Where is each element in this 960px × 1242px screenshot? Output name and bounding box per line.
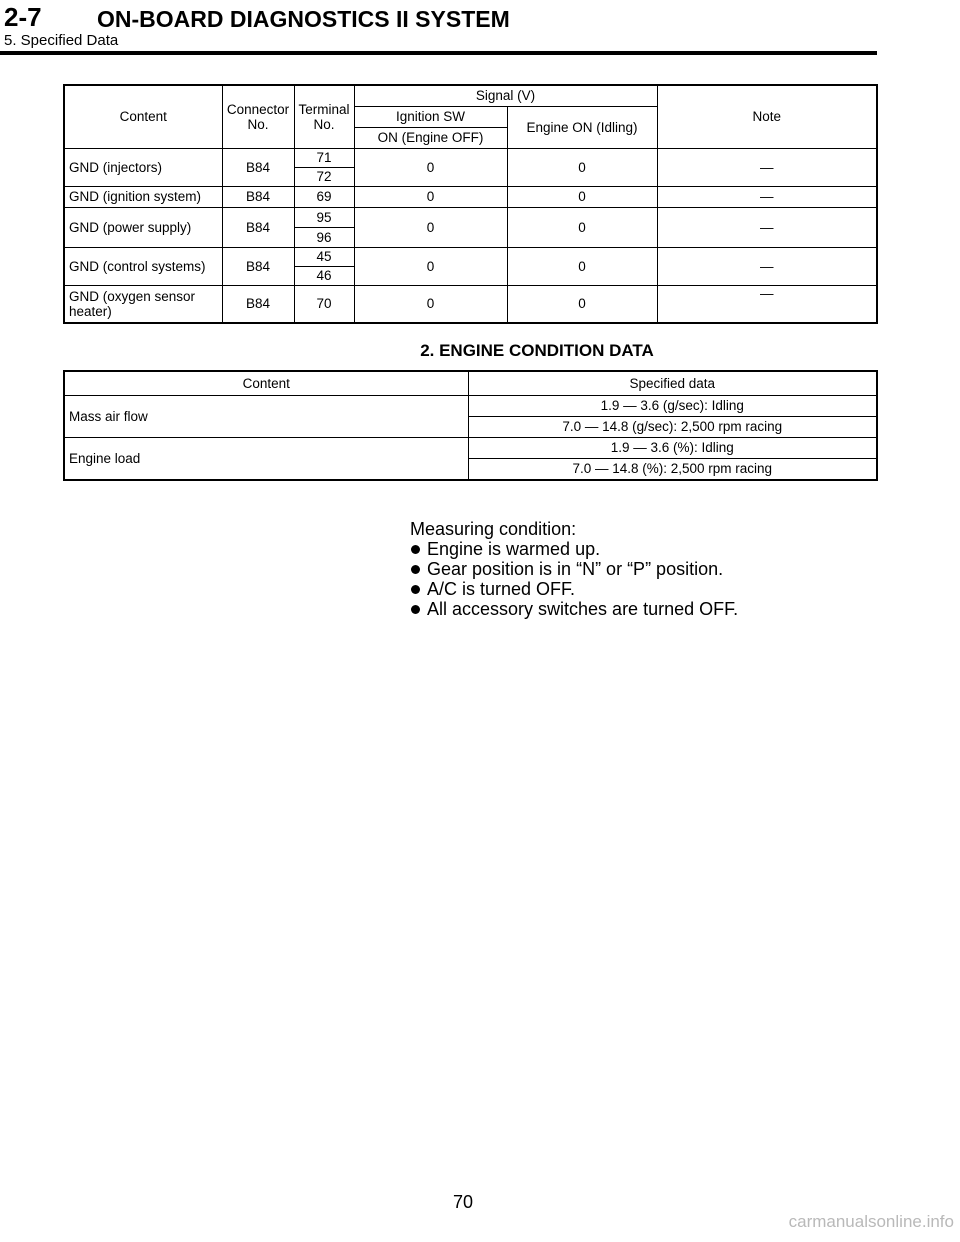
header-specified: Specified data (468, 371, 877, 395)
list-item (410, 599, 738, 619)
row-ign-on: 0 (354, 247, 507, 285)
row-connector: B84 (222, 148, 294, 186)
row-connector: B84 (222, 285, 294, 323)
table-row (64, 395, 877, 416)
measuring-condition (410, 519, 738, 619)
bullet-icon (411, 545, 420, 554)
row-value: 1.9 — 3.6 (%): Idling (468, 437, 877, 458)
header-engine-on: Engine ON (Idling) (507, 106, 657, 148)
row-terminal: 70 (294, 285, 354, 323)
row-engine-on: 0 (507, 285, 657, 323)
row-content: GND (control systems) (64, 247, 222, 285)
row-engine-on: 0 (507, 207, 657, 247)
header-connector: Connector No. (222, 85, 294, 148)
row-content: GND (ignition system) (64, 186, 222, 207)
header-note: Note (657, 85, 877, 148)
table-row (64, 148, 877, 167)
measuring-heading: Measuring condition: (410, 519, 577, 539)
row-terminal: 72 (294, 167, 354, 186)
page-title: ON-BOARD DIAGNOSTICS II SYSTEM (97, 6, 510, 32)
row-connector: B84 (222, 207, 294, 247)
row-content: Engine load (64, 437, 468, 480)
row-ign-on: 0 (354, 148, 507, 186)
header-on-engine-off: ON (Engine OFF) (354, 127, 507, 148)
row-ign-on: 0 (354, 186, 507, 207)
table-row (64, 207, 877, 227)
section-heading: 2. ENGINE CONDITION DATA (420, 341, 654, 360)
row-terminal: 46 (294, 266, 354, 285)
header-content: Content (64, 85, 222, 148)
table-row (64, 437, 877, 458)
table-row (64, 247, 877, 266)
list-item (410, 559, 738, 579)
list-item-text: All accessory switches are turned OFF. (427, 599, 739, 619)
row-note: — (657, 285, 877, 323)
page-subtitle: 5. Specified Data (4, 32, 119, 49)
row-connector: B84 (222, 247, 294, 285)
row-value: 7.0 — 14.8 (g/sec): 2,500 rpm racing (468, 416, 877, 437)
row-ign-on: 0 (354, 207, 507, 247)
header-rule (0, 51, 877, 55)
row-value: 7.0 — 14.8 (%): 2,500 rpm racing (468, 458, 877, 480)
list-item (410, 539, 738, 559)
list-item-text: Gear position is in “N” or “P” position. (427, 559, 724, 579)
table-row (64, 186, 877, 207)
page-number: 70 (452, 1192, 474, 1212)
list-item-text: Engine is warmed up. (427, 539, 601, 559)
section-code: 2-7 (4, 2, 42, 32)
row-engine-on: 0 (507, 186, 657, 207)
row-note: — (657, 247, 877, 285)
bullet-icon (411, 605, 420, 614)
row-terminal: 45 (294, 247, 354, 266)
row-note: — (657, 207, 877, 247)
row-note: — (657, 148, 877, 186)
row-ign-on: 0 (354, 285, 507, 323)
engine-condition-table (63, 370, 878, 481)
row-content: GND (oxygen sensor heater) (64, 285, 222, 323)
header-terminal: Terminal No. (294, 85, 354, 148)
list-item-text: A/C is turned OFF. (427, 579, 576, 599)
header-signal: Signal (V) (354, 85, 657, 106)
header-content: Content (64, 371, 468, 395)
bullet-icon (411, 585, 420, 594)
list-item (410, 579, 738, 599)
row-terminal: 69 (294, 186, 354, 207)
signal-table (63, 84, 878, 324)
row-value: 1.9 — 3.6 (g/sec): Idling (468, 395, 877, 416)
row-content: Mass air flow (64, 395, 468, 437)
table-row (64, 285, 877, 323)
bullet-icon (411, 565, 420, 574)
row-content: GND (injectors) (64, 148, 222, 186)
row-terminal: 96 (294, 227, 354, 247)
row-note: — (657, 186, 877, 207)
watermark: carmanualsonline.info (788, 1212, 954, 1231)
row-engine-on: 0 (507, 148, 657, 186)
row-engine-on: 0 (507, 247, 657, 285)
header-ignition-sw: Ignition SW (354, 106, 507, 127)
row-terminal: 71 (294, 148, 354, 167)
row-terminal: 95 (294, 207, 354, 227)
row-connector: B84 (222, 186, 294, 207)
row-content: GND (power supply) (64, 207, 222, 247)
